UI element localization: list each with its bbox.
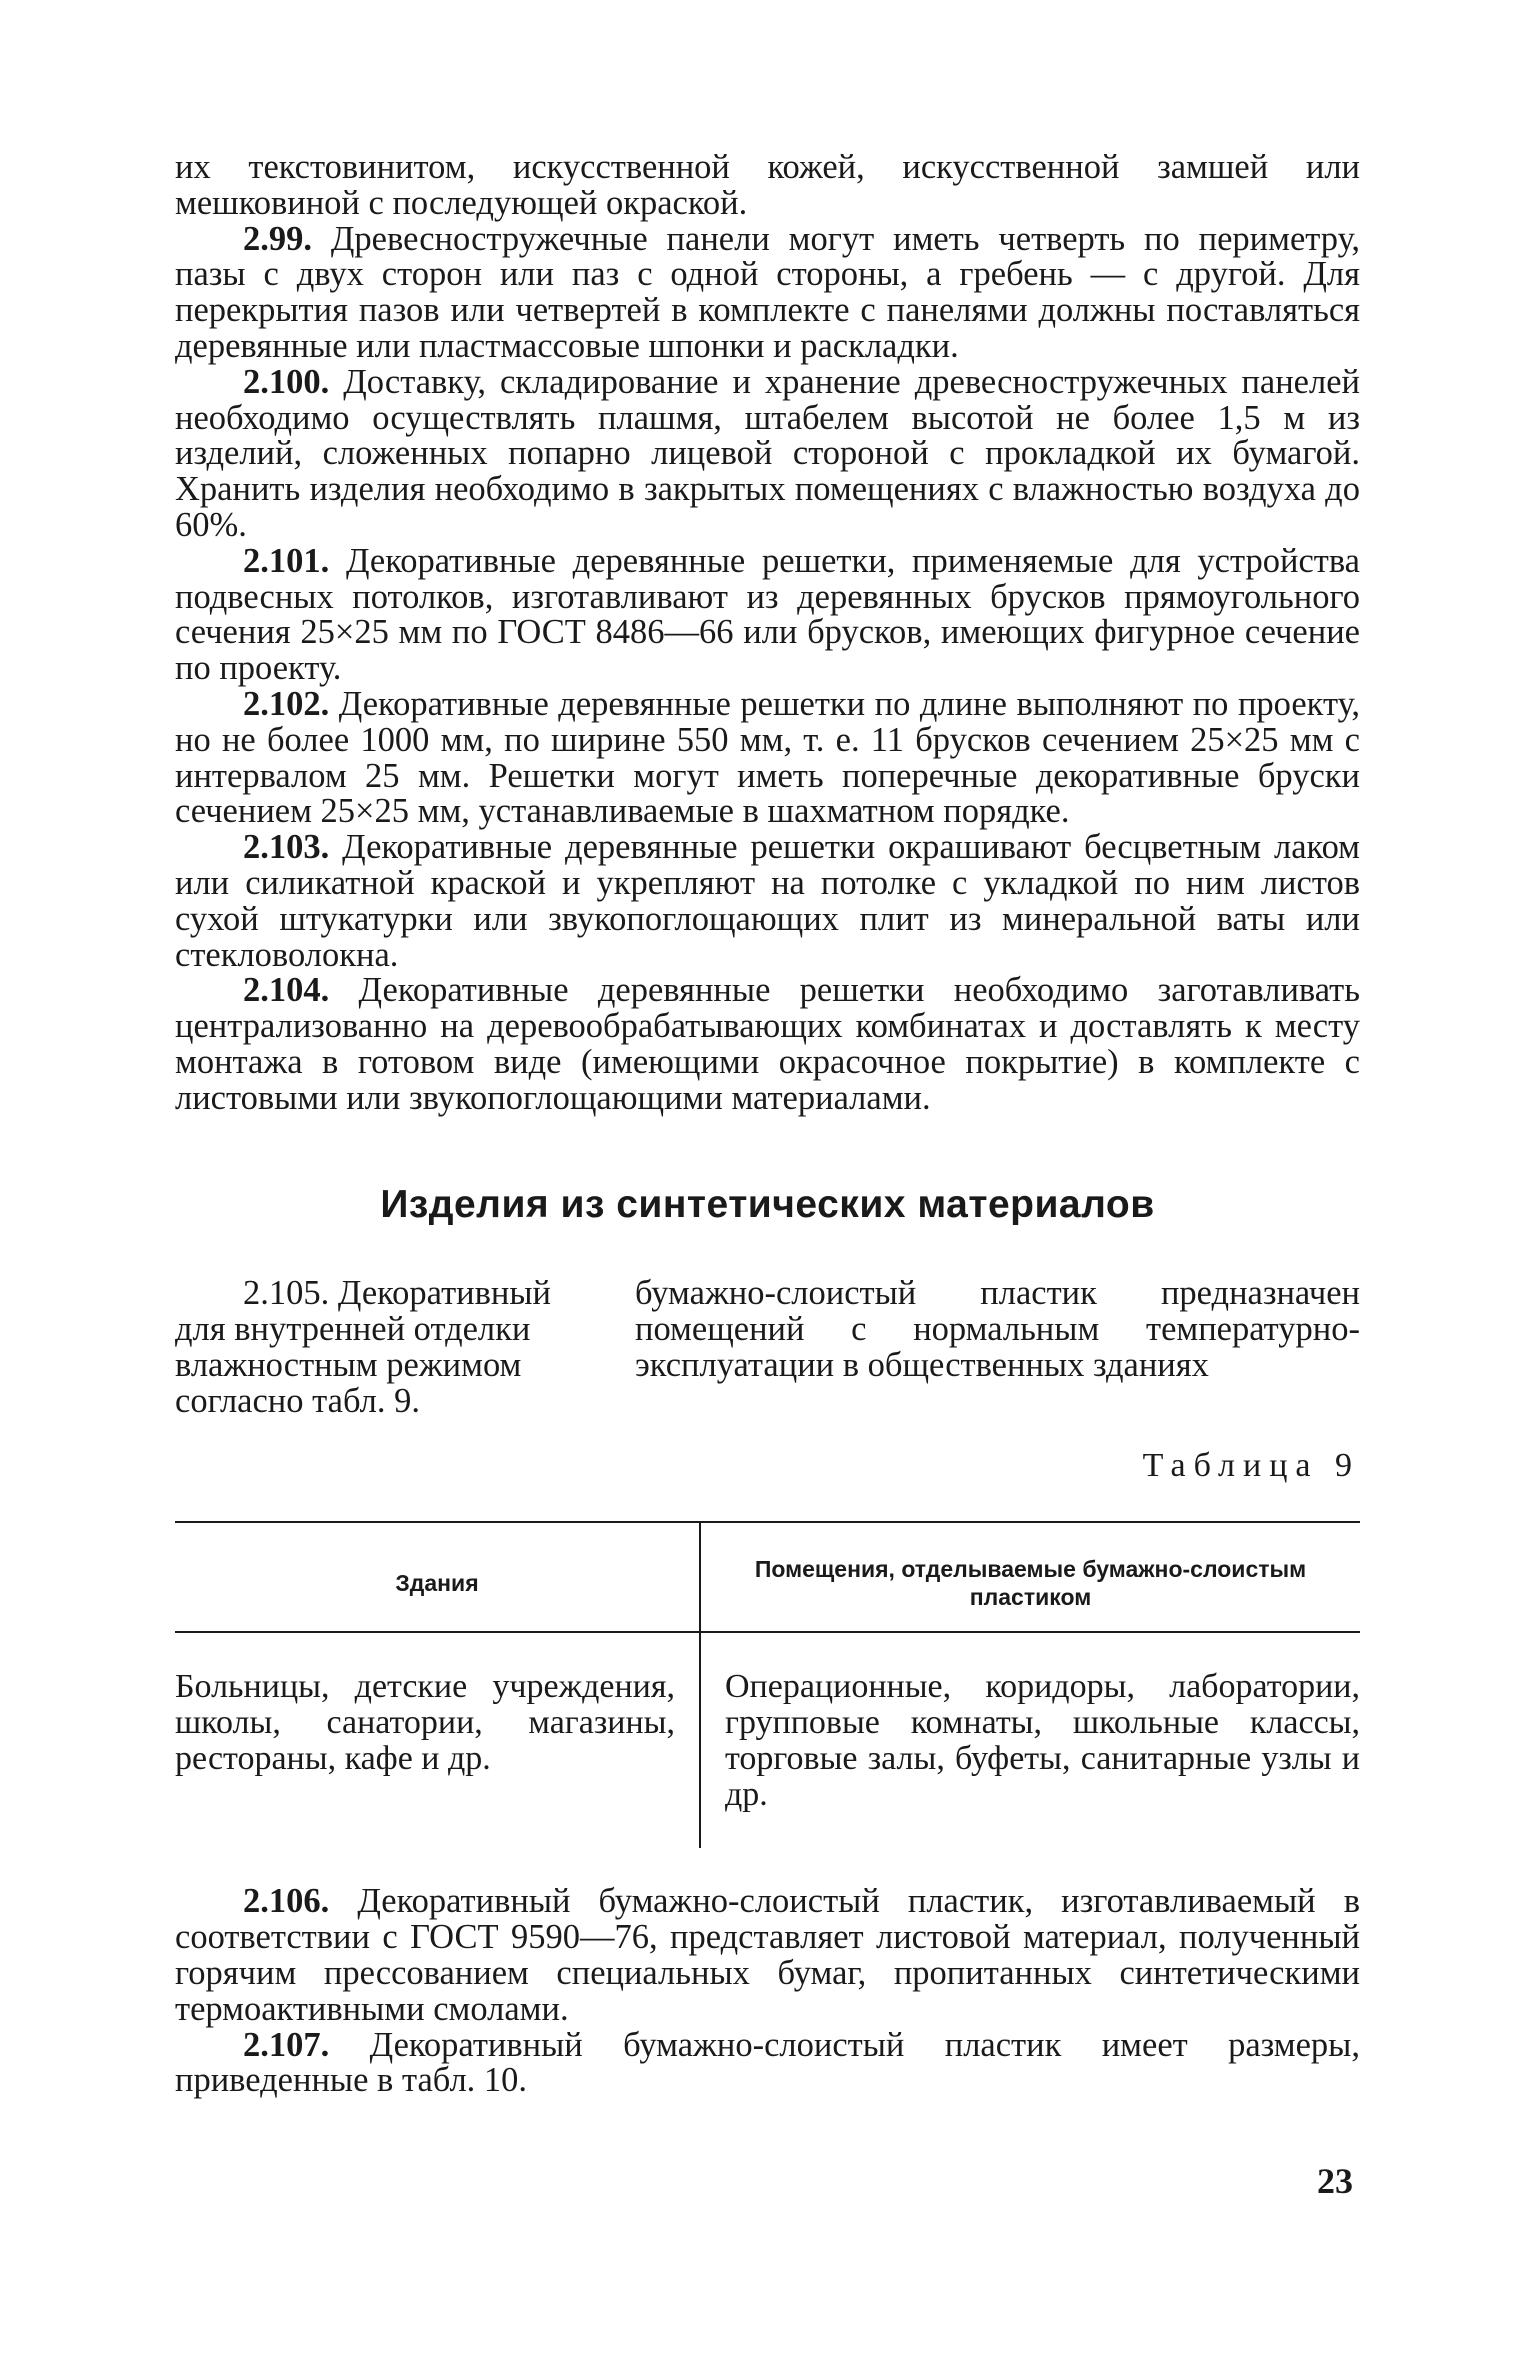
paragraph-continuation: их текстовинитом, искусственной кожей, искусственной замшей или мешковиной с последующей окраской. (175, 148, 1360, 222)
paragraph-2-103: 2.103. Декоративные деревянные решетки окрашивают бесцветным лаком или силикатной краской и укрепляют на потолке с укладкой по ним листов сухой штукатурки или звукопоглощающих плит из минеральной ваты или стекловолокна. (175, 828, 1360, 974)
column-header-rooms: Помещения, отделываемые бумажно-слоистым пластиком (700, 1522, 1360, 1632)
table-row (175, 1632, 1360, 1848)
paragraph-2-105-line: влажностным режимом (175, 1345, 522, 1384)
paragraph-2-107: 2.107. Декоративный бумажно-слоистый пластик имеет размеры, приведенные в табл. 10. (175, 2025, 1360, 2100)
table-cell-buildings: Больницы, детские учреждения, школы, санатории, магазины, рестораны, кафе и др. (175, 1632, 700, 1848)
paragraph-2-106: 2.106. Декоративный бумажно-слоистый пластик, изготавливаемый в соответствии с ГОСТ 9590—76, представляет листовой материал, полученный горячим прессованием специальных бумаг, пропитанных синтетическими термоактивными смолами. (175, 1882, 1360, 2028)
paragraph-2-105-left (175, 1276, 605, 1419)
paragraph-2-105-line: согласно табл. 9. (175, 1381, 420, 1420)
paragraph-2-101: 2.101. Декоративные деревянные решетки, применяемые для устройства подвесных потолков, изготавливают из деревянных брусков прямоугольного сечения 25×25 мм по ГОСТ 8486—66 или брусков, имеющих фигурное сечение по проекту. (175, 541, 1360, 688)
paragraph-2-100: 2.100. Доставку, складирование и хранение древесностружечных панелей необходимо осуществлять плашмя, штабелем высотой не более 1,5 м из изделий, сложенных попарно лицевой стороной с прокладкой их бумагой. Хранить изделия необходимо в закрытых помещениях с влажностью воздуха до 60%. (175, 362, 1360, 544)
paragraph-2-99: 2.99. Древесностружечные панели могут иметь четверть по периметру, пазы с двух сторон или паз с одной стороны, а гребень — с другой. Для перекрытия пазов или четвертей в комплекте с панелями должны поставляться деревянные или пластмассовые шпонки и раскладки. (175, 219, 1360, 365)
paragraph-2-105-right: бумажно-слоистый пластик предназначен помещений с нормальным температурно-эксплуатации в общественных зданиях (635, 1274, 1360, 1384)
section-heading: Изделия из синтетических материалов (380, 1182, 1155, 1226)
table-cell-rooms: Операционные, коридоры, лаборатории, групповые комнаты, школьные классы, торговые залы, буфеты, санитарные узлы и др. (725, 1668, 1360, 1813)
paragraph-2-104: 2.104. Декоративные деревянные решетки необходимо заготавливать централизованно на деревообрабатывающих комбинатах и доставлять к месту монтажа в готовом виде (имеющими окрасочное покрытие) в комплекте с листовыми или звукопоглощающими материалами. (175, 971, 1360, 1117)
table-header-row (175, 1522, 1360, 1632)
paragraph-2-105-line: для внутренней отделки (175, 1310, 531, 1349)
column-header-buildings: Здания (175, 1522, 700, 1632)
paragraph-2-105-line: 2.105. Декоративный (243, 1274, 552, 1313)
table-9 (175, 1521, 1360, 1848)
page-number: 23 (1317, 2161, 1353, 2201)
page-content (175, 150, 1360, 2099)
table-caption: Таблица 9 (1142, 1446, 1360, 1484)
paragraph-2-105 (175, 1276, 1360, 1419)
paragraph-2-102: 2.102. Декоративные деревянные решетки по длине выполняют по проекту, но не более 1000 мм, по ширине 550 мм, т. е. 11 брусков сечением 25×25 мм с интервалом 25 мм. Решетки могут иметь поперечные декоративные бруски сечением 25×25 мм, устанавливаемые в шахматном порядке. (175, 684, 1360, 831)
